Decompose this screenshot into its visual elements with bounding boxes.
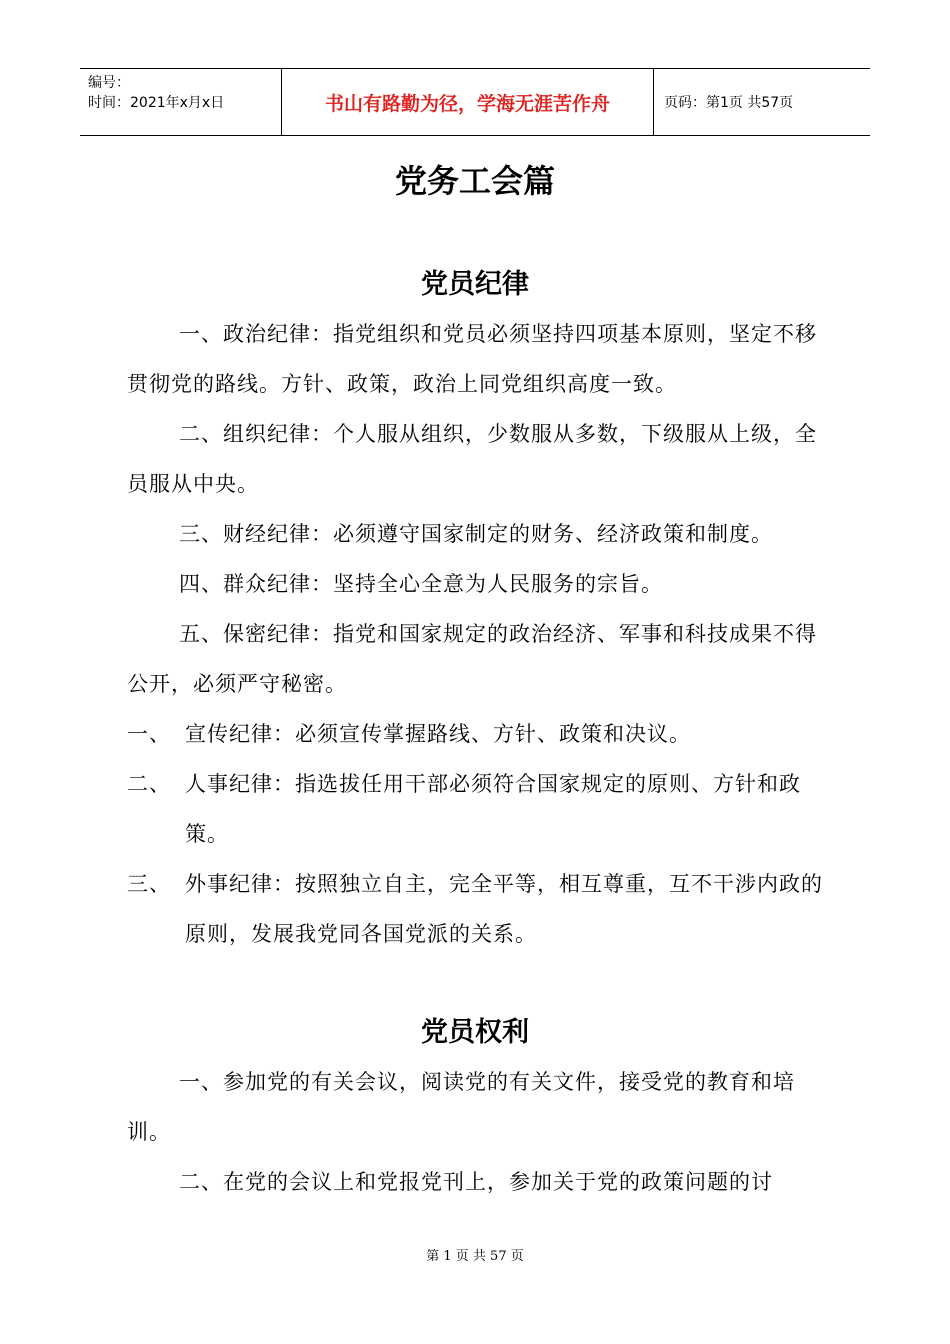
document-title: 党务工会篇: [394, 162, 555, 200]
list-text: 宣传纪律：必须宣传掌握路线、方针、政策和决议。: [185, 722, 691, 746]
header-meta: [80, 69, 282, 135]
section-title-discipline: 党员纪律: [421, 269, 529, 300]
list-number: 二、: [127, 772, 171, 796]
list-item: [127, 859, 827, 959]
list-item: [127, 759, 827, 859]
list-text: 人事纪律：指选拔任用干部必须符合国家规定的原则、方针和政策。: [185, 772, 801, 846]
paragraph: 一、参加党的有关会议，阅读党的有关文件，接受党的教育和培训。: [127, 1070, 795, 1144]
list-text: 外事纪律：按照独立自主，完全平等，相互尊重，互不干涉内政的原则，发展我党同各国党派的关系。: [185, 872, 823, 946]
paragraph: 二、组织纪律：个人服从组织，少数服从多数，下级服从上级，全员服从中央。: [127, 422, 817, 496]
page-label: 页码：第1页 共57页: [664, 95, 794, 111]
paragraph: 二、在党的会议上和党报党刊上，参加关于党的政策问题的讨: [179, 1170, 773, 1194]
list-item: [127, 709, 827, 759]
paragraph: 一、政治纪律：指党组织和党员必须坚持四项基本原则，坚定不移贯彻党的路线。方针、政策，政治上同党组织高度一致。: [127, 322, 817, 396]
paragraph: 四、群众纪律：坚持全心全意为人民服务的宗旨。: [179, 572, 663, 596]
header-table: [80, 68, 870, 136]
list-number: 三、: [127, 872, 171, 896]
motto: 书山有路勤为径，学海无涯苦作舟: [282, 69, 654, 135]
page-footer: 第 1 页 共 57 页: [426, 1249, 524, 1264]
paragraph: 三、财经纪律：必须遵守国家制定的财务、经济政策和制度。: [179, 522, 773, 546]
number-label: 编号：: [88, 75, 130, 91]
list-number: 一、: [127, 722, 171, 746]
section-title-rights: 党员权利: [421, 1017, 529, 1048]
paragraph: 五、保密纪律：指党和国家规定的政治经济、军事和科技成果不得公开，必须严守秘密。: [127, 622, 817, 696]
time-label: 时间：2021年x月x日: [88, 95, 225, 111]
